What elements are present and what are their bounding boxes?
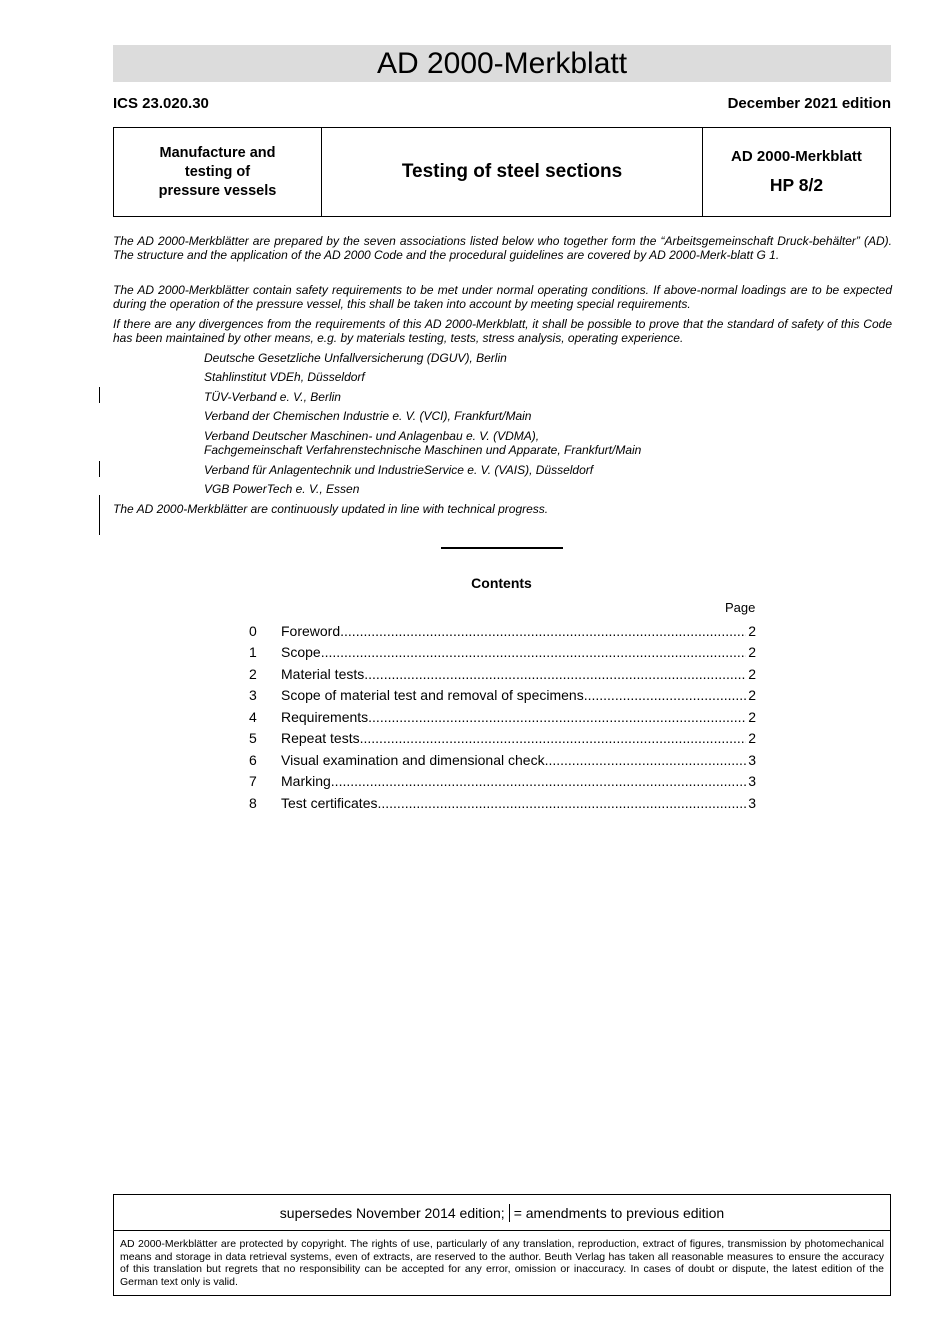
section-divider <box>441 547 563 549</box>
toc-entry[interactable] <box>249 685 756 707</box>
toc-number: 7 <box>249 773 257 790</box>
supersedes-text: supersedes November 2014 edition; <box>279 1205 505 1221</box>
contents-heading: Contents <box>471 575 532 591</box>
amendment-bar <box>99 495 100 535</box>
association-item: TÜV-Verband e. V., Berlin <box>204 390 341 404</box>
category-line: testing of <box>184 163 251 180</box>
supersedes-note <box>114 1195 890 1231</box>
header-table <box>113 127 891 217</box>
toc-title: Scope of material test and removal of specimens <box>281 687 584 704</box>
doc-id-cell <box>703 128 890 216</box>
toc-leader <box>368 709 746 725</box>
toc-number: 5 <box>249 730 257 747</box>
association-item: Deutsche Gesetzliche Unfallversicherung (DGUV), Berlin <box>204 351 507 365</box>
table-of-contents <box>249 620 756 814</box>
association-item: Fachgemeinschaft Verfahrenstechnische Maschinen und Apparate, Frankfurt/Main <box>204 443 642 457</box>
amendment-bar-icon <box>509 1204 510 1222</box>
toc-title: Foreword <box>281 622 341 639</box>
toc-entry[interactable] <box>249 620 756 642</box>
toc-leader <box>360 730 747 746</box>
amendment-legend: = amendments to previous edition <box>513 1205 725 1221</box>
toc-number: 6 <box>249 751 257 768</box>
toc-entry[interactable] <box>249 771 756 793</box>
edition-date: December 2021 edition <box>727 95 891 112</box>
toc-entry[interactable] <box>249 749 756 771</box>
toc-page: 2 <box>748 665 756 682</box>
toc-entry[interactable] <box>249 706 756 728</box>
toc-leader <box>584 687 747 703</box>
toc-leader <box>364 666 746 682</box>
toc-number: 4 <box>249 708 257 725</box>
category-line: pressure vessels <box>158 182 277 199</box>
toc-entry[interactable] <box>249 792 756 814</box>
document-title: AD 2000-Merkblatt <box>113 45 891 82</box>
toc-leader <box>340 623 746 639</box>
toc-title: Test certificates <box>281 794 378 811</box>
toc-leader <box>331 773 746 789</box>
toc-entry[interactable] <box>249 663 756 685</box>
toc-title: Scope <box>281 644 321 661</box>
toc-title: Material tests <box>281 665 365 682</box>
association-item: Stahlinstitut VDEh, Düsseldorf <box>204 370 365 384</box>
toc-title: Visual examination and dimensional check <box>281 751 545 768</box>
toc-leader <box>545 752 747 768</box>
footer-box <box>113 1194 891 1296</box>
doc-number: HP 8/2 <box>769 175 824 195</box>
toc-page: 3 <box>748 773 756 790</box>
toc-number: 0 <box>249 622 257 639</box>
subject-cell <box>322 128 703 216</box>
toc-number: 1 <box>249 644 257 661</box>
toc-number: 8 <box>249 794 257 811</box>
toc-page: 3 <box>748 794 756 811</box>
ics-code: ICS 23.020.30 <box>113 95 209 112</box>
toc-number: 2 <box>249 665 257 682</box>
association-item: VGB PowerTech e. V., Essen <box>204 482 360 496</box>
intro-paragraph-1: The AD 2000-Merkblätter are prepared by the seven associations listed below who together form the “Arbeitsgemeinschaft Druck-behälter” (AD). The structure and the application of the AD 2000 Code and the procedural guidelines are covered by AD 2000-Merk-blatt G 1. <box>113 234 892 262</box>
toc-title: Requirements <box>281 708 369 725</box>
page-column-label: Page <box>725 600 756 615</box>
toc-number: 3 <box>249 687 257 704</box>
toc-page: 2 <box>748 644 756 661</box>
closing-paragraph: The AD 2000-Merkblätter are continuously updated in line with technical progress. <box>113 502 549 516</box>
toc-page: 2 <box>748 730 756 747</box>
intro-paragraph-3: If there are any divergences from the requirements of this AD 2000-Merkblatt, it shall be possible to prove that the standard of safety of this Code has been maintained by other means, e.g. by materials testing, tests, stress analysis, operating experience. <box>113 317 892 345</box>
association-item: Verband Deutscher Maschinen- und Anlagenbau e. V. (VDMA), <box>204 429 540 443</box>
amendment-bar <box>99 461 100 477</box>
copyright-notice: AD 2000-Merkblätter are protected by copyright. The rights of use, particularly of any translation, reproduction, extract of figures, transmission by photomechanical means and storage in data retrieval systems, even of extracts, are reserved to the author. Beuth Verlag has taken all reasonable measures to ensure the accuracy of this translation but regrets that no responsibility can be accepted for any error, omission or inaccuracy. In cases of doubt or dispute, the latest edition of the German text only is valid. <box>120 1238 884 1288</box>
toc-page: 2 <box>748 708 756 725</box>
doc-name: AD 2000-Merkblatt <box>731 148 862 165</box>
intro-paragraph-2: The AD 2000-Merkblätter contain safety requirements to be met under normal operating conditions. If above-normal loadings are to be expected during the operation of the pressure vessel, this shall be taken into account by meeting special requirements. <box>113 283 892 311</box>
subject-title: Testing of steel sections <box>401 161 623 182</box>
category-line: Manufacture and <box>159 144 276 161</box>
toc-leader <box>321 644 747 660</box>
toc-entry[interactable] <box>249 642 756 664</box>
association-item: Verband der Chemischen Industrie e. V. (VCI), Frankfurt/Main <box>204 409 532 423</box>
toc-page: 3 <box>748 751 756 768</box>
toc-title: Repeat tests <box>281 730 360 747</box>
toc-entry[interactable] <box>249 728 756 750</box>
toc-leader <box>377 795 746 811</box>
toc-page: 2 <box>748 687 756 704</box>
association-item: Verband für Anlagentechnik und IndustrieService e. V. (VAIS), Düsseldorf <box>204 463 594 477</box>
category-cell <box>114 128 322 216</box>
toc-page: 2 <box>748 622 756 639</box>
amendment-bar <box>99 387 100 403</box>
toc-title: Marking <box>281 773 331 790</box>
